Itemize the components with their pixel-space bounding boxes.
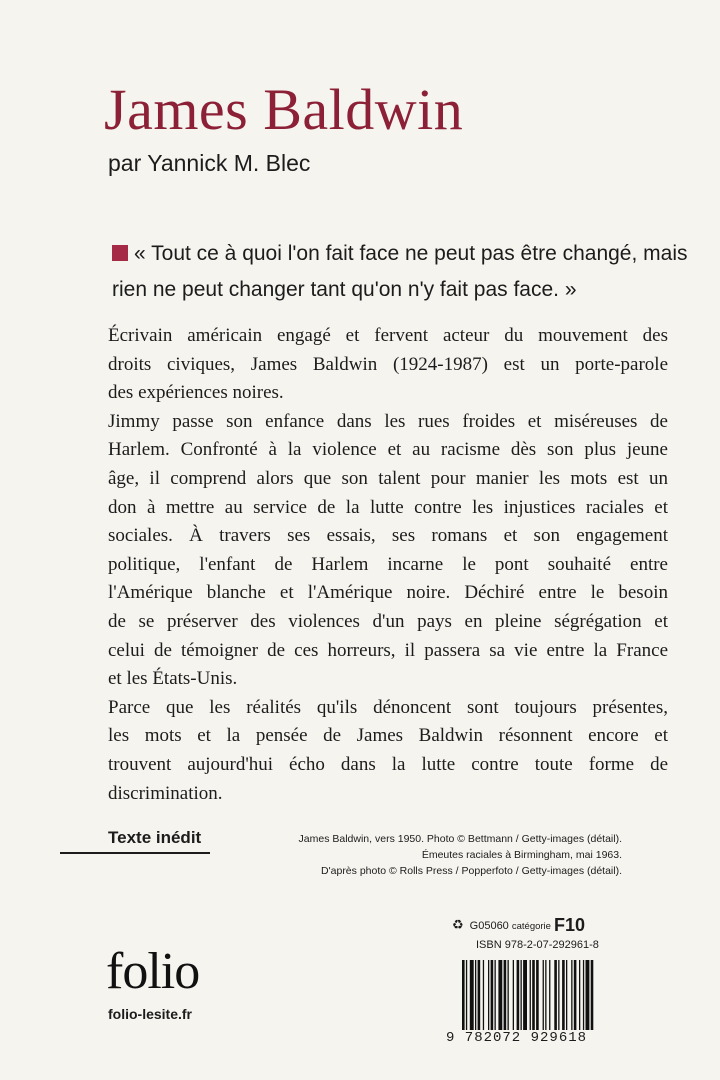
edition-rule (60, 852, 210, 854)
credit-line: James Baldwin, vers 1950. Photo © Bettmann / Getty-images (détail). (298, 833, 622, 845)
edition-label: Texte inédit (108, 828, 202, 847)
blurb-line: de se préserver des violences d'un pays en pleine ségrégation et (108, 610, 668, 632)
blurb-line: l'Amérique blanche et l'Amérique noire. Déchiré entre le besoin (108, 582, 668, 604)
catalog-code: G05060 (469, 920, 509, 932)
category-code: F10 (553, 915, 585, 935)
blurb-line: politique, l'enfant de Harlem incarne le pont souhaité entre (108, 553, 668, 575)
credit-line: Émeutes raciales à Birmingham, mai 1963. (421, 849, 622, 861)
category-label: catégorie (511, 921, 551, 932)
blurb-line: les mots et la pensée de James Baldwin résonnent encore et (108, 725, 668, 747)
credit-line: D'après photo © Rolls Press / Popperfoto / Getty-images (détail). (321, 865, 622, 877)
photo-credits (202, 831, 622, 879)
blurb-line: âge, il comprend alors que son talent pour manier les mots est un (108, 467, 668, 489)
blurb-line: droits civiques, James Baldwin (1924-1987) est un porte-parole (108, 353, 668, 375)
blurb-line: Écrivain américain engagé et fervent acteur du mouvement des (108, 325, 668, 346)
quote-marker-icon (112, 245, 128, 261)
barcode (462, 960, 642, 1030)
blurb-line: discrimination. (108, 782, 223, 804)
blurb-line: Harlem. Confronté à la violence et au racisme dès son plus jeune (108, 439, 668, 461)
blurb-line: trouvent aujourd'hui écho dans la lutte contre toute forme de (108, 753, 668, 775)
publisher-logo: folio (106, 943, 200, 1000)
quote-line: « Tout ce à quoi l'on fait face ne peut pas être changé, mais (112, 236, 672, 272)
catalog-code-row (452, 916, 642, 936)
blurb-line: Parce que les réalités qu'ils dénoncent sont toujours présentes, (108, 696, 668, 718)
catalog-info (452, 916, 642, 954)
blurb-line: Jimmy passe son enfance dans les rues froides et miséreuses de (108, 410, 668, 432)
blurb-line: don à mettre au service de la lutte contre les injustices raciales et (108, 496, 668, 518)
book-author: par Yannick M. Blec (108, 150, 311, 176)
recycle-icon: ♻ (452, 917, 464, 932)
book-title: James Baldwin (104, 77, 464, 142)
back-cover-blurb (108, 322, 668, 808)
blurb-line: des expériences noires. (108, 382, 284, 404)
blurb-line: sociales. À travers ses essais, ses romans et son engagement (108, 525, 668, 547)
publisher-website: folio-lesite.fr (108, 1006, 193, 1022)
blurb-line: et les États-Unis. (108, 668, 238, 690)
blurb-line: celui de témoigner de ces horreurs, il passera sa vie entre la France (108, 639, 668, 661)
barcode-digits: 9 782072 929618 (446, 1030, 588, 1046)
pull-quote (112, 236, 688, 308)
quote-line: rien ne peut changer tant qu'on n'y fait pas face. » (112, 278, 577, 301)
isbn: ISBN 978-2-07-292961-8 (476, 939, 599, 951)
